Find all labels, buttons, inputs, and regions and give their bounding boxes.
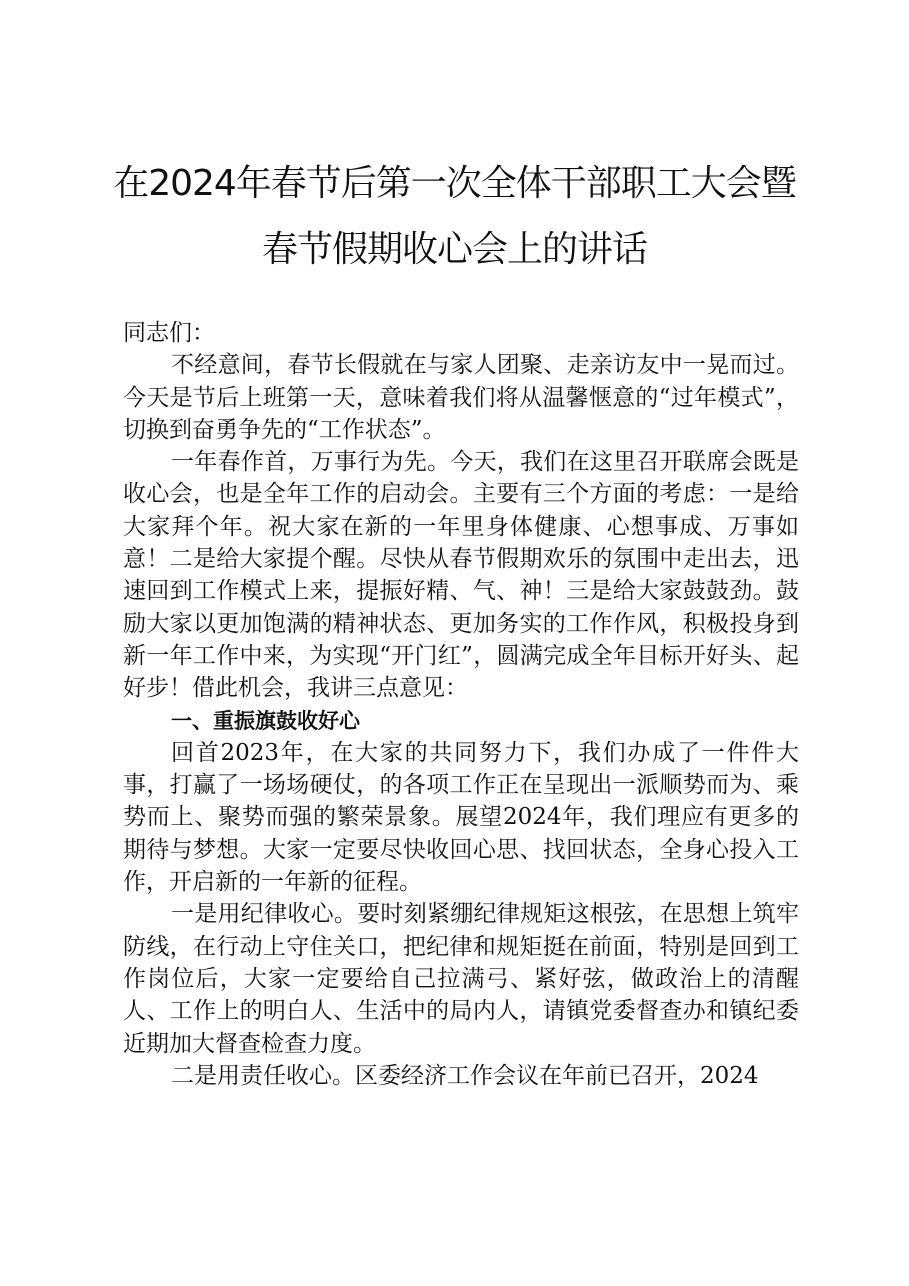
section-heading-1: 一、重振旗鼓收好心 bbox=[171, 708, 360, 733]
paragraph-purpose: 一年春作首，万事行为先。今天，我们在这里召开联席会既是收心会，也是全年工作的启动会。主要有三个方面的考虑：一是给大家拜个年。祝大家在新的一年里身体健康、心想事成、万事如意！二是给大家提个醒。尽快从春节假期欢乐的氛围中走出去，迅速回到工作模式上来，提振好精、气、神！三是给大家鼓鼓劲。鼓励大家以更加饱满的精神状态、更加务实的工作作风，积极投身到新一年工作中来，为实现“开门红”，圆满完成全年目标开好头、起好步！借此机会，我讲三点意见： bbox=[123, 449, 799, 702]
paragraph-responsibility: 二是用责任收心。区委经济工作会议在年前已召开，2024 bbox=[171, 1062, 759, 1089]
paragraph-opening: 不经意间，春节长假就在与家人团聚、走亲访友中一晃而过。今天是节后上班第一天，意味着我们将从温馨惬意的“过年模式”，切换到奋勇争先的“工作状态”。 bbox=[123, 352, 799, 443]
paragraph-discipline: 一是用纪律收心。要时刻紧绷纪律规矩这根弦，在思想上筑牢防线，在行动上守住关口，把纪律和规矩挺在前面，特别是回到工作岗位后，大家一定要给自己拉满弓、紧好弦，做政治上的清醒人、工作上的明白人、生活中的局内人，请镇党委督查办和镇纪委近期加大督查检查力度。 bbox=[123, 901, 799, 1057]
salutation: 同志们： bbox=[123, 320, 215, 346]
document-body bbox=[123, 317, 799, 1092]
document-title-line-2: 春节假期收心会上的讲话 bbox=[261, 229, 647, 270]
document-title-line-1: 在2024年春节后第一次全体干部职工大会暨 bbox=[113, 163, 796, 204]
paragraph-review: 回首2023年，在大家的共同努力下，我们办成了一件件大事，打赢了一场场硬仗，的各项工作正在呈现出一派顺势而为、乘势而上、聚势而强的繁荣景象。展望2024年，我们理应有更多的期待与梦想。大家一定要尽快收回心思、找回状态，全身心投入工作，开启新的一年新的征程。 bbox=[123, 739, 799, 896]
